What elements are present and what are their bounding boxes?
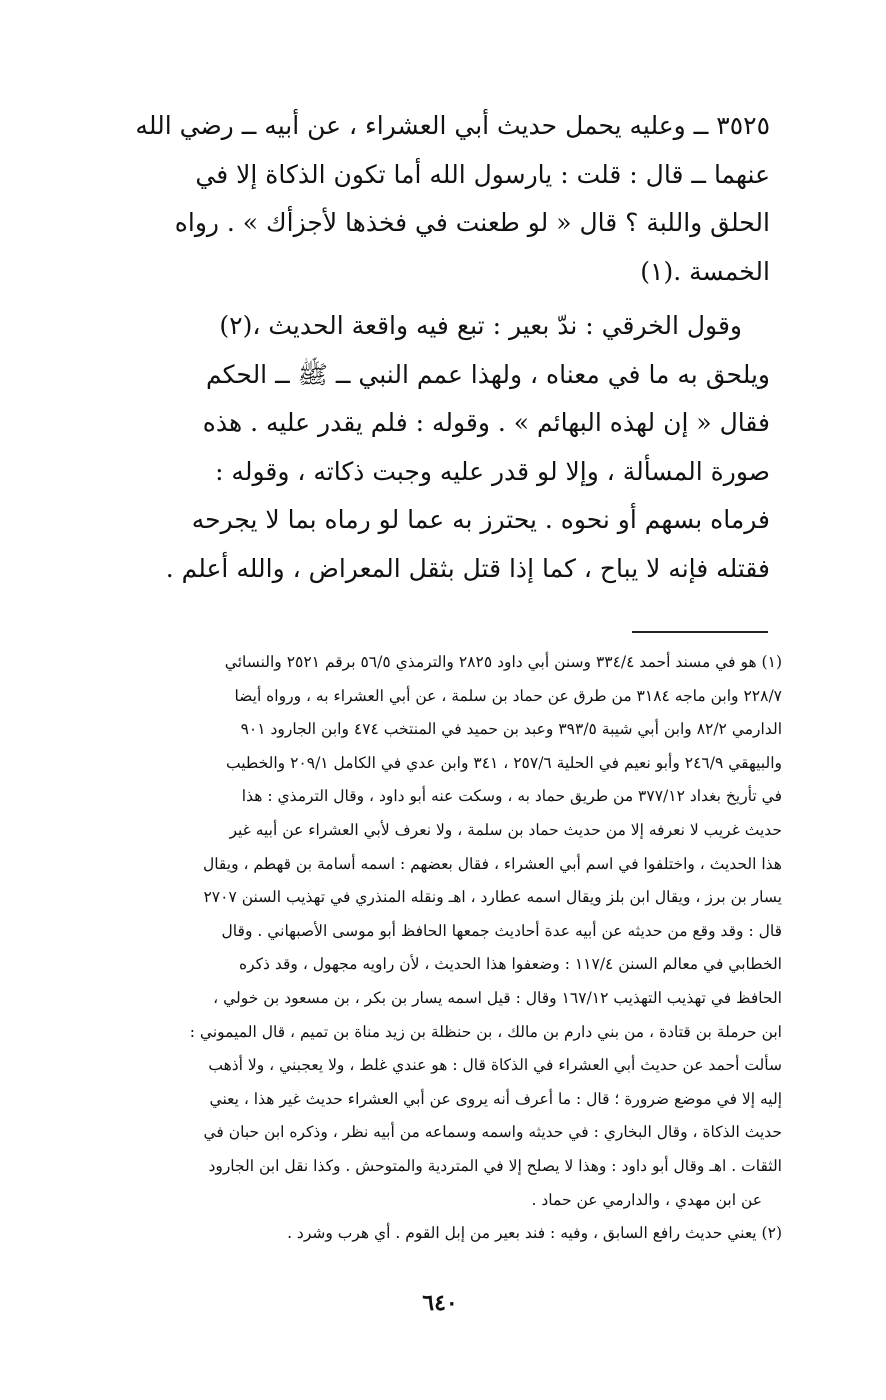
footnote-1-line: هذا الحديث ، واختلفوا في اسم أبي العشراء ، فقال بعضهم : اسمه أسامة بن قهطم ، ويقال [202, 854, 782, 873]
footnote-2: (٢) يعني حديث رافع السابق ، وفيه : فند بعير من إبل القوم . أي هرب وشرد . [287, 1224, 782, 1243]
footnote-1-line: الثقات . اهـ وقال أبو داود : وهذا لا يصلح إلا في المتردية والمتوحش . وكذا نقل ابن الجارود [208, 1156, 782, 1175]
footnote-1-line: (١) هو في مسند أحمد ٣٣٤/٤ وسنن أبي داود ٢٨٢٥ والترمذي ٥٦/٥ برقم ٢٥٢١ والنسائي [224, 653, 782, 671]
footnote-1-line: سألت أحمد عن حديث أبي العشراء في الذكاة قال : هو عندي غلط ، ولا يعجبني ، ولا أذهب [208, 1056, 782, 1075]
body-line: عنهما ــ قال : قلت : يارسول الله أما تكون الذكاة إلا في [195, 159, 770, 189]
footnote-1-line: حديث الذكاة ، وقال البخاري : في حديثه واسمه وسماعه من أبيه نظر ، وذكره ابن حبان في [203, 1123, 782, 1142]
body-line: صورة المسألة ، وإلا لو قدر عليه وجبت ذكاته ، وقوله : [215, 456, 770, 486]
body-line: وقول الخرقي : ندّ بعير : تبع فيه واقعة الحديث ،(٢) [219, 311, 742, 340]
footnote-1-line: ٢٢٨/٧ وابن ماجه ٣١٨٤ من طرق عن حماد بن سلمة ، عن أبي العشراء به ، ورواه أيضا [234, 686, 782, 705]
footnote-1-line: قال : وقد وقع من حديثه عن أبيه عدة أحاديث جمعها الحافظ أبو موسى الأصبهاني . وقال [221, 921, 782, 940]
footnotes [92, 646, 782, 1251]
body-line: فرماه بسهم أو نحوه . يحترز به عما لو رماه بما لا يجرحه [191, 505, 770, 534]
body-line: الحلق واللبة ؟ قال « لو طعنت في فخذها لأجزأك » . رواه [174, 208, 770, 237]
body-line: ٣٥٢٥ ــ وعليه يحمل حديث أبي العشراء ، عن أبيه ــ رضي الله [135, 111, 770, 140]
body-line: الخمسة .(١) [640, 256, 770, 286]
paragraph-kharaqi-commentary [110, 302, 770, 593]
footnote-1-line: الخطابي في معالم السنن ١١٧/٤ : وضعفوا هذا الحديث ، لأن راويه مجهول ، وقد ذكره [238, 955, 782, 974]
body-line: ويلحق به ما في معناه ، ولهذا عمم النبي ــ ﷺ ــ الحكم [205, 359, 770, 389]
paragraph-hadith-3525 [110, 102, 770, 296]
footnote-1-line: والبيهقي ٢٤٦/٩ وأبو نعيم في الحلية ٢٥٧/٦ ، ٣٤١ وابن عدي في الكامل ٢٠٩/١ والخطيب [226, 753, 782, 772]
footnote-1-line: إليه إلا في موضع ضرورة ؛ قال : ما أعرف أنه يروى عن أبي العشراء حديث غير هذا ، يعني [209, 1089, 782, 1108]
body-line: فقتله فإنه لا يباح ، كما إذا قتل بثقل المعراض ، والله أعلم . [165, 553, 770, 583]
footnote-1-line: يسار بن برز ، ويقال ابن بلز ويقال اسمه عطارد ، اهـ ونقله المنذري في تهذيب السنن ٢٧٠٧ [203, 888, 782, 907]
footnote-1-line: الدارمي ٨٢/٢ وابن أبي شيبة ٣٩٣/٥ وعبد بن حميد في المنتخب ٤٧٤ وابن الجارود ٩٠١ [240, 720, 782, 739]
footnote-1-line: ابن حرملة بن قتادة ، من بني دارم بن مالك ، بن حنظلة بن زيد مناة بن تميم ، قال الميموني : [189, 1022, 782, 1041]
page-number: ٦٤٠ [422, 1290, 458, 1316]
footnote-1-line: حديث غريب لا نعرفه إلا من حديث حماد بن سلمة ، ولا نعرف لأبي العشراء عن أبيه غير [229, 820, 782, 839]
footnote-1-line: في تأريخ بغداد ٣٧٧/١٢ من طريق حماد به ، وسكت عنه أبو داود ، وقال الترمذي : هذا [241, 787, 782, 806]
footnote-divider [632, 631, 768, 633]
body-line: فقال « إن لهذه البهائم » . وقوله : فلم يقدر عليه . هذه [202, 408, 770, 437]
footnote-1-line: الحافظ في تهذيب التهذيب ١٦٧/١٢ وقال : قيل اسمه يسار بن بكر ، بن مسعود بن خولي ، [213, 988, 782, 1007]
footnote-1-line: عن ابن مهدي ، والدارمي عن حماد . [531, 1190, 762, 1209]
